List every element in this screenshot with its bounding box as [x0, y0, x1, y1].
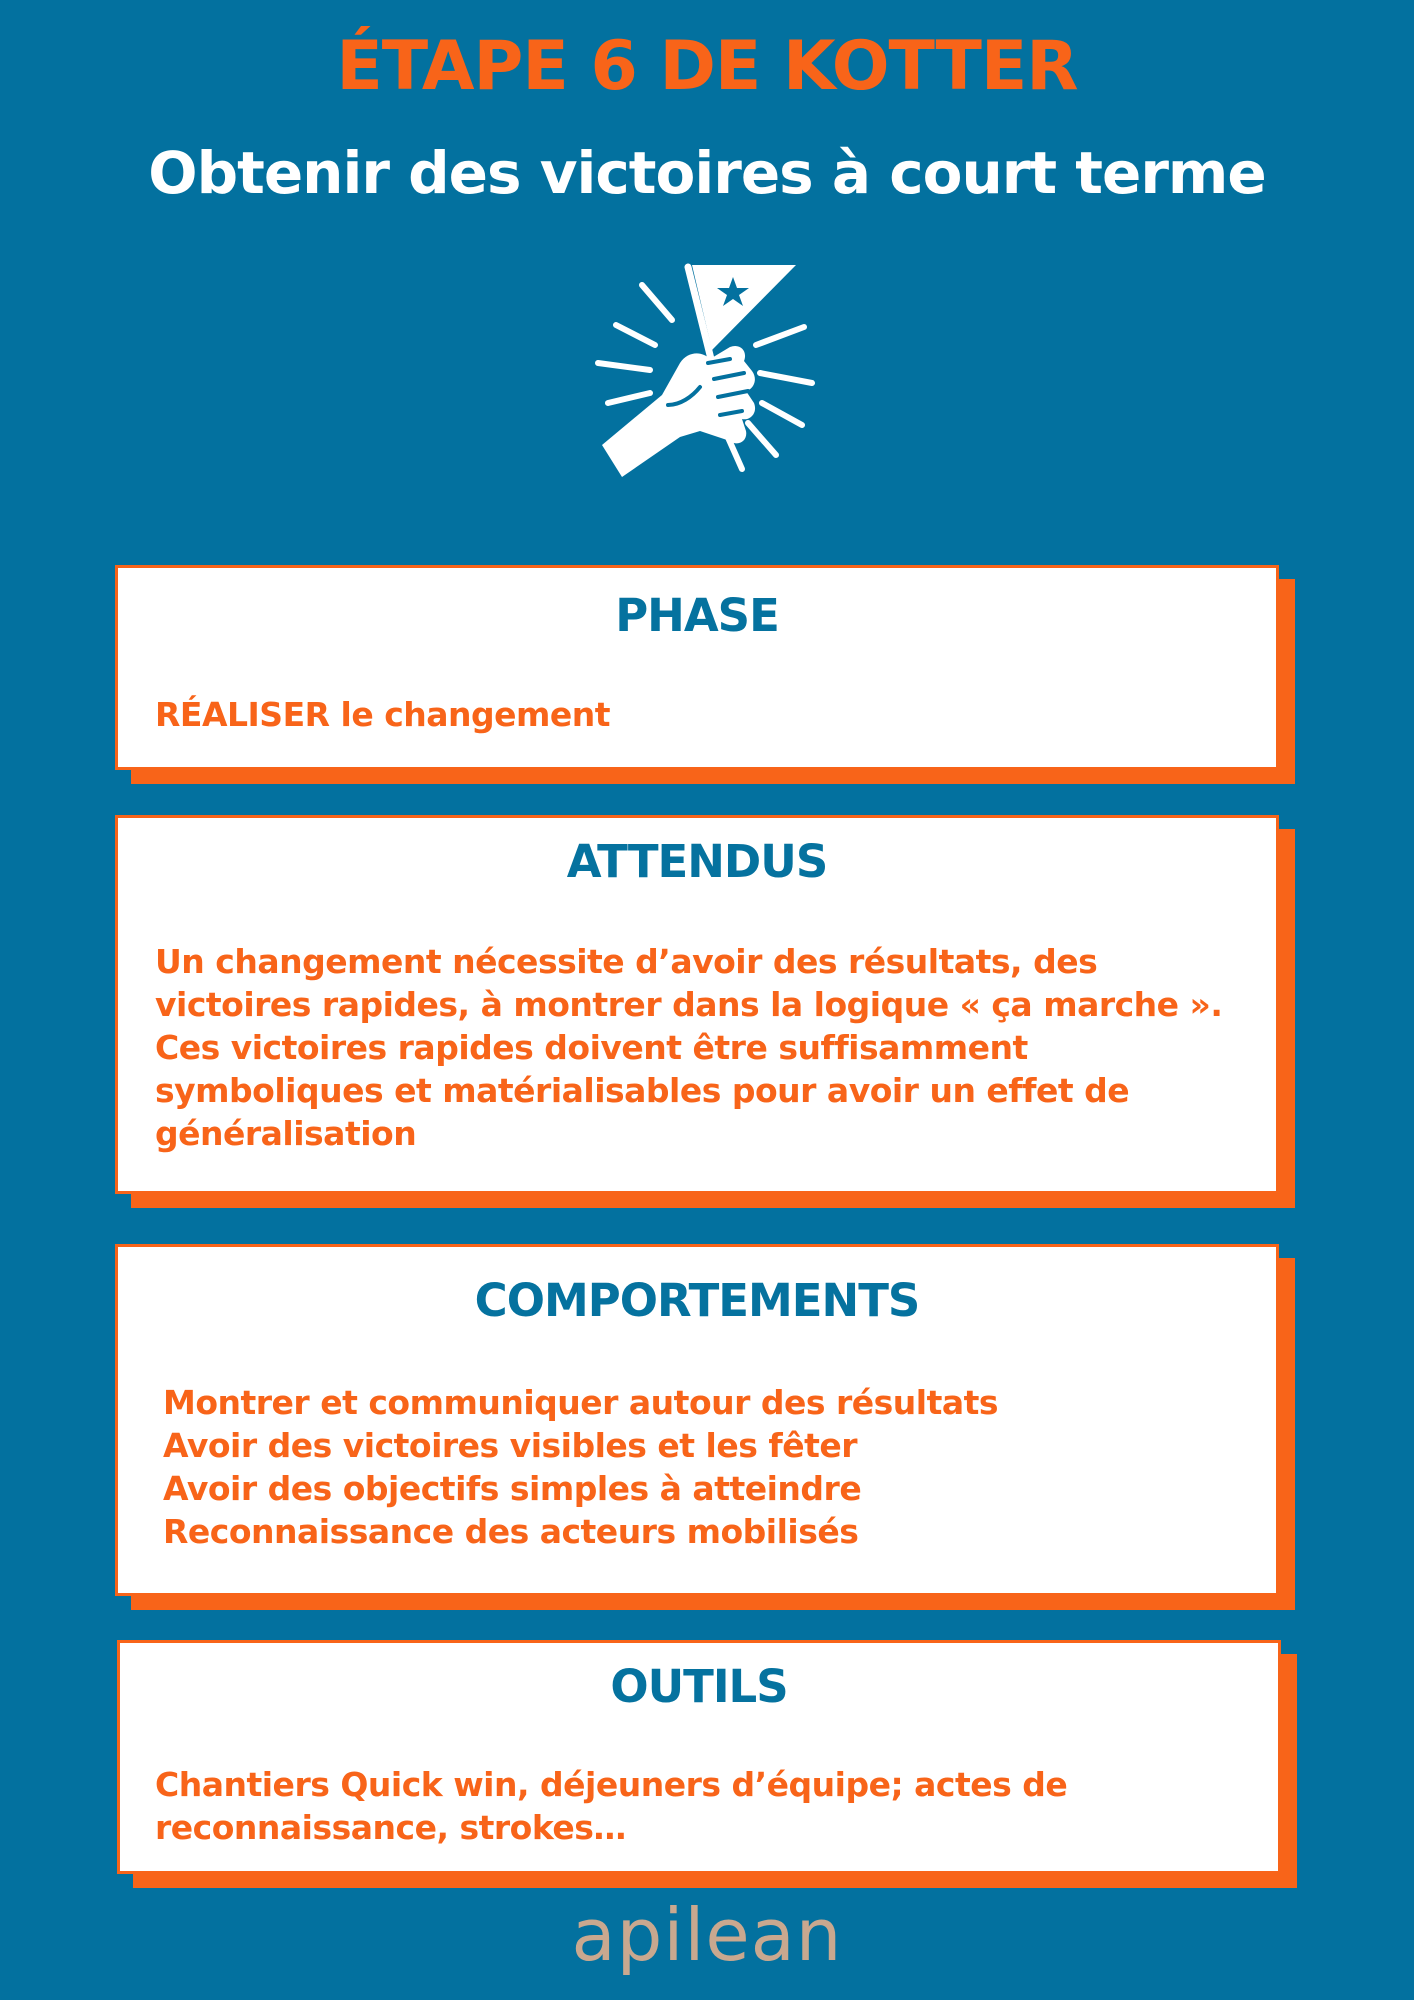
comportements-title: COMPORTEMENTS	[474, 1274, 920, 1327]
outils-line: reconnaissance, strokes…	[155, 1808, 626, 1847]
attendus-line: victoires rapides, à montrer dans la logique « ça marche ».	[155, 985, 1223, 1024]
outils-card	[117, 1640, 1281, 1874]
page-subtitle: Obtenir des victoires à court terme	[148, 139, 1266, 207]
outils-title: OUTILS	[610, 1660, 788, 1713]
attendus-line: symboliques et matérialisables pour avoir un effet de	[155, 1071, 1130, 1110]
hand-holding-star-flag-icon	[580, 255, 820, 485]
attendus-line: Ces victoires rapides doivent être suffisamment	[155, 1028, 1028, 1067]
comportements-line: Avoir des objectifs simples à atteindre	[163, 1469, 862, 1508]
attendus-line: généralisation	[155, 1114, 417, 1153]
comportements-line: Montrer et communiquer autour des résultats	[163, 1383, 999, 1422]
comportements-line: Avoir des victoires visibles et les fêter	[163, 1426, 858, 1465]
attendus-line: Un changement nécessite d’avoir des résultats, des	[155, 942, 1098, 981]
outils-body	[120, 1763, 1278, 1849]
phase-body	[118, 693, 1276, 737]
attendus-card	[115, 815, 1279, 1194]
brand-logo: apilean	[571, 1893, 843, 1977]
page-title: ÉTAPE 6 DE KOTTER	[336, 27, 1078, 106]
phase-line: RÉALISER le changement	[155, 695, 611, 734]
comportements-card	[115, 1244, 1279, 1596]
attendus-title: ATTENDUS	[566, 835, 828, 888]
outils-line: Chantiers Quick win, déjeuners d’équipe; actes de	[155, 1765, 1068, 1804]
phase-card	[115, 565, 1279, 770]
phase-title: PHASE	[615, 589, 779, 642]
comportements-line: Reconnaissance des acteurs mobilisés	[163, 1512, 859, 1551]
attendus-body	[118, 940, 1276, 1155]
comportements-body	[118, 1381, 1276, 1553]
